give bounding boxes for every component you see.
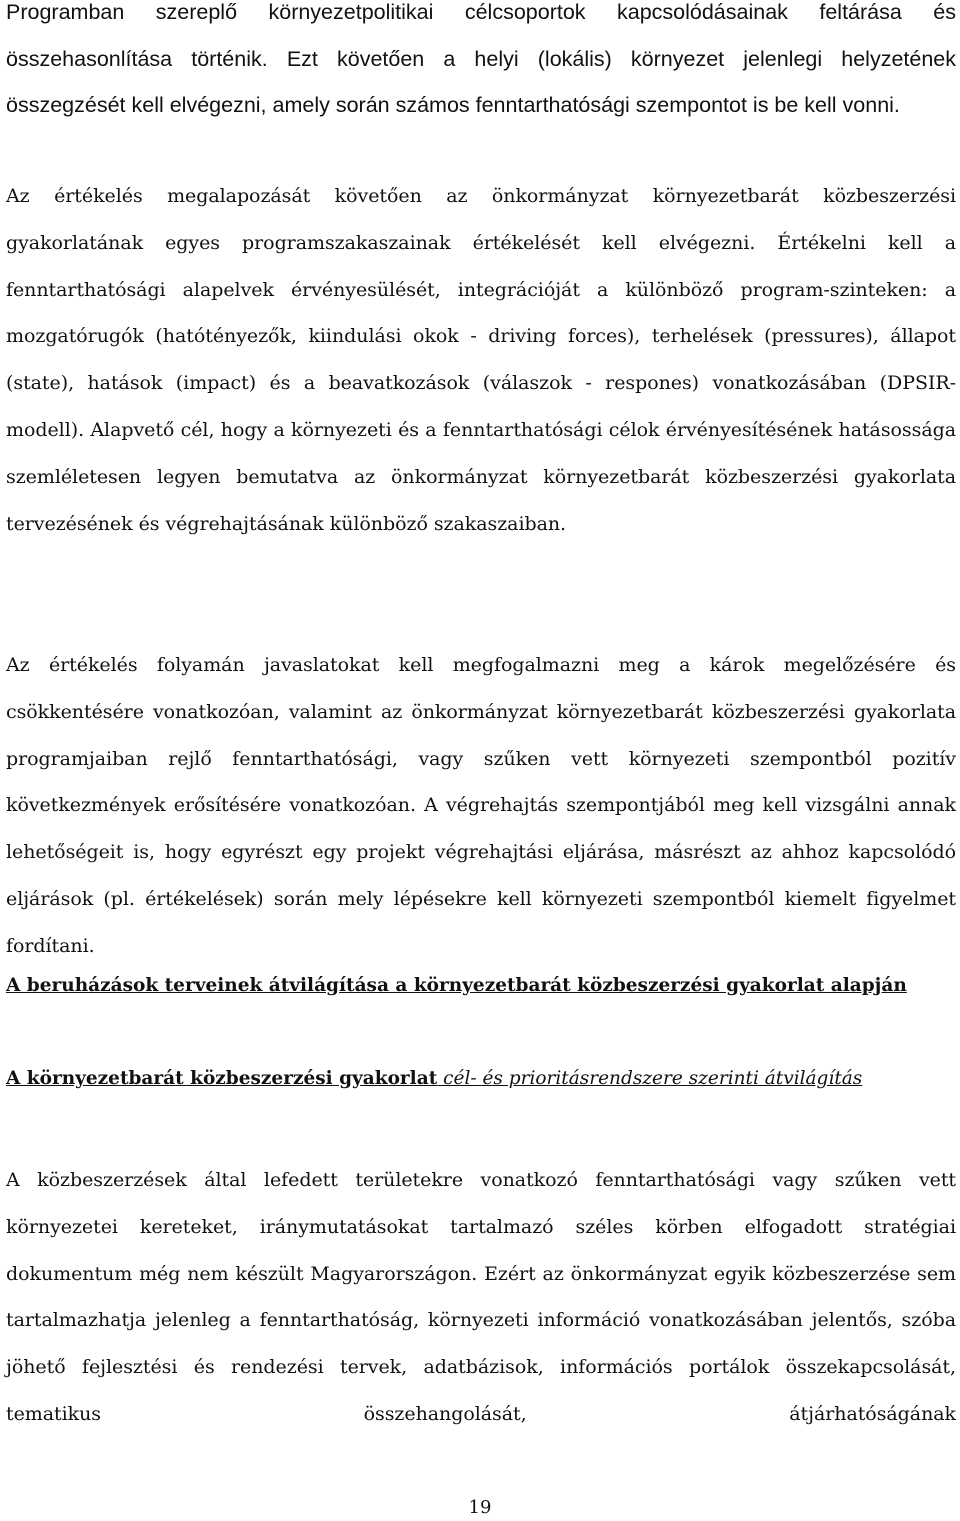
subsection-heading-italic: cél- és prioritásrendszere szerinti átvilágítás [437, 1068, 863, 1089]
paragraph-2: Az értékelés megalapozását követően az önkormányzat környezetbarát közbeszerzési gyakorlatának egyes programszakaszainak értékelését kell elvégezni. Értékelni kell a fenntarthatósági alapelvek érvényesülését, integrációját a különböző program-szinteken: a mozgatórugók (hatótényezők, kiindulási okok - driving forces), terhelések (pressures), állapot (state), hatások (impact) és a beavatkozások (válaszok - respones) vonatkozásában (DPSIR-modell). Alapvető cél, hogy a környezeti és a fenntarthatósági célok érvényesítésének hatásossága szemléletesen legyen bemutatva az önkormányzat környezetbarát közbeszerzési gyakorlata tervezésének és végrehajtásának különböző szakaszaiban. [6, 185, 956, 535]
paragraph-1: Programban szereplő környezetpolitikai célcsoportok kapcsolódásainak feltárása és összehasonlítása történik. Ezt követően a helyi (lokális) környezet jelenlegi helyzetének összegzését kell elvégezni, amely során számos fenntarthatósági szempontot is be kell vonni. [6, 0, 956, 117]
page-number: 19 [468, 1497, 492, 1518]
paragraph-3: Az értékelés folyamán javaslatokat kell megfogalmazni meg a károk megelőzésére és csökkentésére vonatkozóan, valamint az önkormányzat környezetbarát közbeszerzési gyakorlata programjaiban rejlő fenntarthatósági, vagy szűken vett környezeti szempontból pozitív következmények erősítésére vonatkozóan. A végrehajtás szempontjából meg kell vizsgálni annak lehetőségeit is, hogy egyrészt egy projekt végrehajtási eljárása, másrészt az ahhoz kapcsolódó eljárások (pl. értékelések) során mely lépésekre kell környezeti szempontból kiemelt figyelmet fordítani. [6, 654, 956, 957]
document-page [6, 0, 956, 1521]
subsection-heading [6, 1068, 956, 1089]
section-heading: A beruházások terveinek átvilágítása a környezetbarát közbeszerzési gyakorlat alapján [6, 975, 907, 996]
subsection-heading-bold: A környezetbarát közbeszerzési gyakorlat [6, 1068, 438, 1089]
paragraph-4: A közbeszerzések által lefedett területekre vonatkozó fenntarthatósági vagy szűken vett környezetei kereteket, iránymutatásokat tartalmazó széles körben elfogadott stratégiai dokumentum még nem készült Magyarországon. Ezért az önkormányzat egyik közbeszerzése sem tartalmazhatja jelenleg a fenntarthatóság, környezeti információ vonatkozásában jelentős, szóba jöhető fejlesztési és rendezési tervek, adatbázisok, információs portálok összekapcsolását, tematikus összehangolását, átjárhatóságának [6, 1169, 956, 1425]
